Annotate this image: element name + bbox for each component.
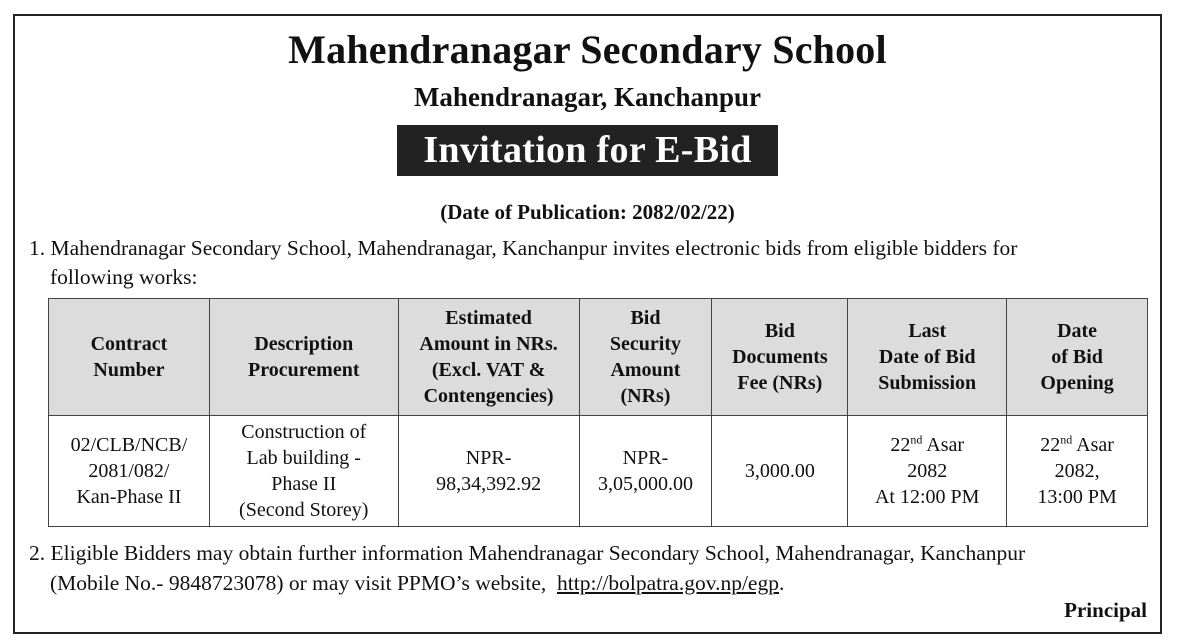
- header-estimated-amount: Estimated Amount in NRs. (Excl. VAT & Contengencies): [398, 299, 579, 416]
- header-doc-fee: Bid Documents Fee (NRs): [712, 299, 848, 416]
- header-opening-date: Date of Bid Opening: [1007, 299, 1148, 416]
- table-header-row: [49, 299, 1148, 416]
- banner-wrapper: [15, 125, 1160, 176]
- information-paragraph: [29, 538, 1151, 598]
- cell-bid-security: NPR- 3,05,000.00: [579, 416, 712, 527]
- information-line-1: 2. Eligible Bidders may obtain further information Mahendranagar Secondary School, Mahendranagar, Kanchanpur: [29, 541, 1026, 565]
- cell-estimated-amount: NPR- 98,34,392.92: [398, 416, 579, 527]
- school-location: Mahendranagar, Kanchanpur: [413, 82, 762, 112]
- school-name: Mahendranagar Secondary School: [288, 27, 887, 72]
- ppmo-website-link[interactable]: http://bolpatra.gov.np/egp: [557, 571, 779, 595]
- cell-contract-number: 02/CLB/NCB/ 2081/082/ Kan-Phase II: [49, 416, 210, 527]
- notice-title-banner: Invitation for E-Bid: [397, 125, 777, 176]
- invitation-paragraph: [29, 234, 1151, 292]
- signature: Principal: [1064, 598, 1147, 622]
- cell-opening-date: 22nd Asar 2082, 13:00 PM: [1007, 416, 1148, 527]
- header-description: Description Procurement: [209, 299, 398, 416]
- cell-submission-date: 22nd Asar 2082 At 12:00 PM: [848, 416, 1007, 527]
- cell-doc-fee: 3,000.00: [712, 416, 848, 527]
- header-contract-number: Contract Number: [49, 299, 210, 416]
- bid-notice: [13, 14, 1162, 634]
- bid-table: [48, 298, 1148, 527]
- header-submission-date: Last Date of Bid Submission: [848, 299, 1007, 416]
- invitation-line-2: following works:: [50, 265, 198, 289]
- cell-description: Construction of Lab building - Phase II (Second Storey): [209, 416, 398, 527]
- invitation-line-1: 1. Mahendranagar Secondary School, Mahendranagar, Kanchanpur invites electronic bids from eligible bidders for: [29, 236, 1018, 260]
- header-bid-security: Bid Security Amount (NRs): [579, 299, 712, 416]
- information-line-2: (Mobile No.- 9848723078) or may visit PPMO’s website, http://bolpatra.gov.np/egp.: [50, 571, 785, 595]
- publication-date: (Date of Publication: 2082/02/22): [440, 200, 735, 224]
- table-row: [49, 416, 1148, 527]
